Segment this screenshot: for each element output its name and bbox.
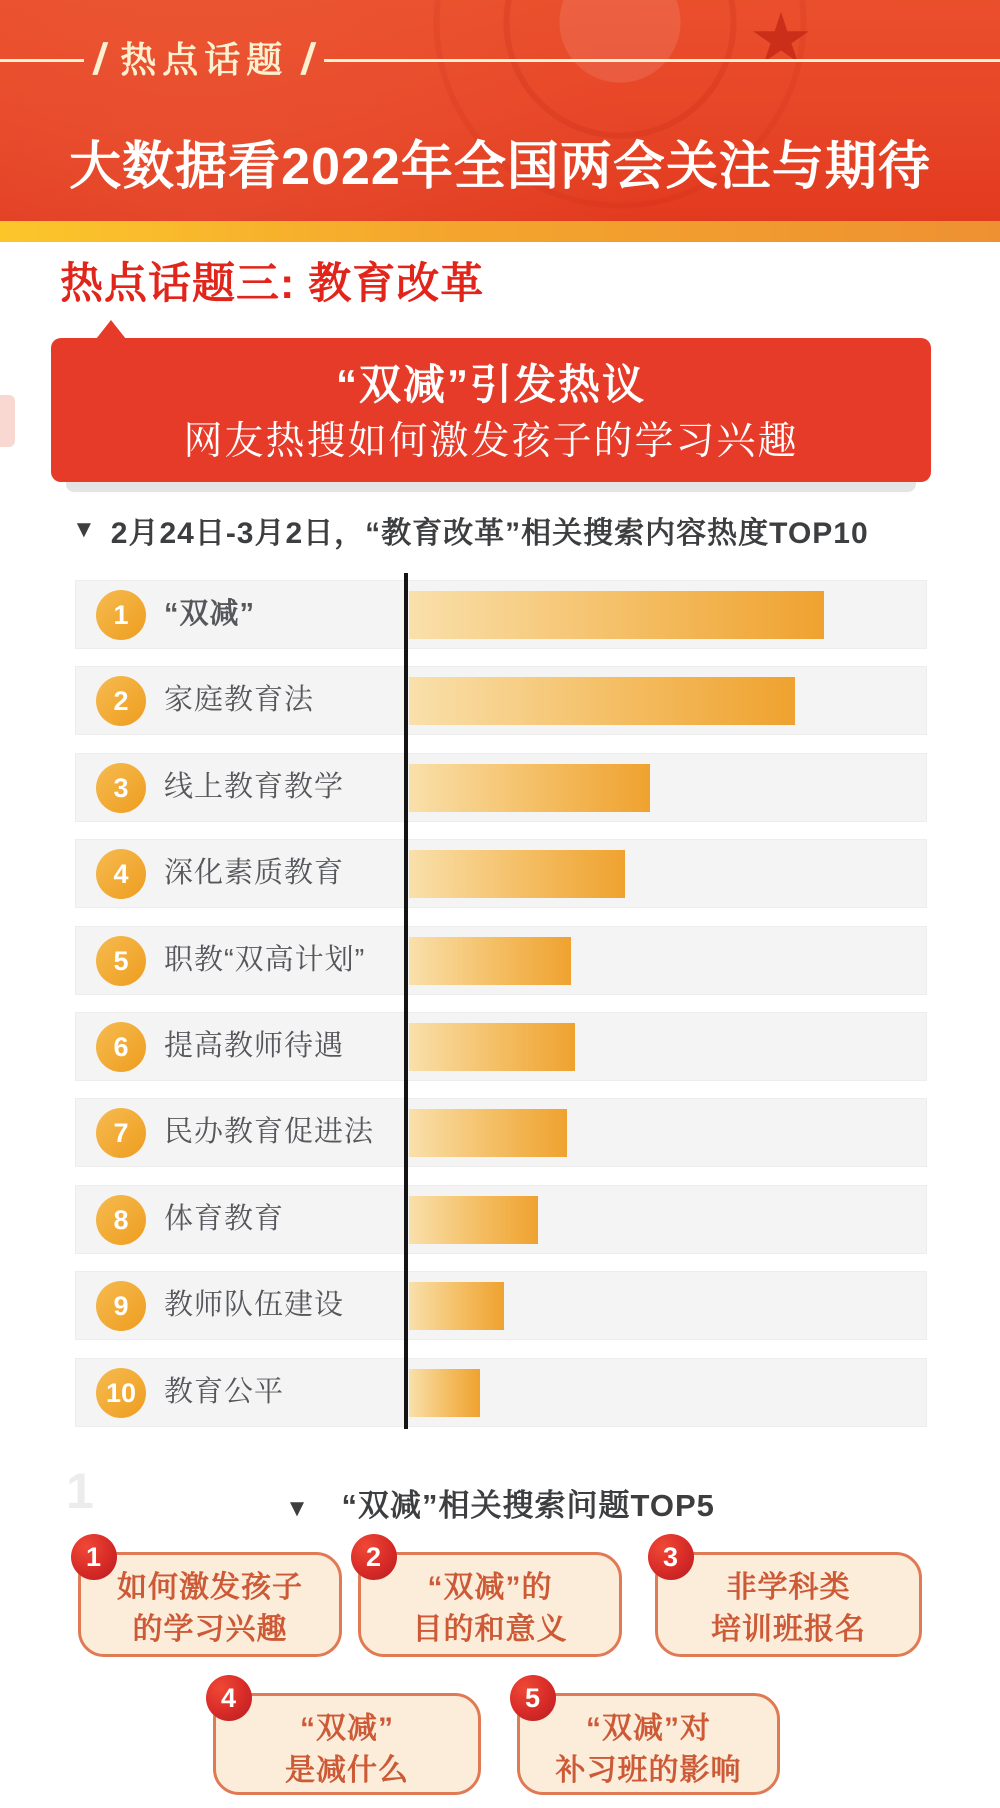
- chart-row-label: “双减”: [164, 598, 256, 630]
- question-line2: 的学习兴趣: [132, 1613, 288, 1646]
- question-line2: 培训班报名: [711, 1613, 866, 1646]
- slash-decor: /: [90, 35, 110, 84]
- callout-banner: [51, 338, 931, 482]
- chart-row-label: 教师队伍建设: [164, 1289, 345, 1321]
- top10-bar-chart: [75, 580, 927, 1428]
- rank-badge: 2: [96, 676, 146, 726]
- page-title: 大数据看2022年全国两会关注与期待: [69, 138, 931, 196]
- rank-badge: 5: [96, 936, 146, 986]
- rank-badge: 9: [96, 1281, 146, 1331]
- heat-bar: [409, 677, 795, 725]
- chart-row: [75, 753, 927, 822]
- heat-bar: [409, 1023, 575, 1071]
- chart-row-label: 家庭教育法: [164, 684, 315, 716]
- chart-row: [75, 1012, 927, 1081]
- rank-badge: 1: [71, 1534, 117, 1580]
- chart-row: [75, 1358, 927, 1427]
- divider-line: [324, 59, 1000, 62]
- question-line2: 补习班的影响: [555, 1754, 742, 1787]
- rank-badge: 4: [96, 849, 146, 899]
- question-line1: 如何激发孩子: [117, 1571, 303, 1604]
- heat-bar: [409, 1282, 504, 1330]
- top5-title: [0, 1480, 1000, 1525]
- rank-badge: 4: [206, 1675, 252, 1721]
- question-line2: 是减什么: [285, 1754, 409, 1787]
- question-line1: “双减”对: [586, 1712, 711, 1745]
- rank-badge: 10: [96, 1368, 146, 1418]
- chart-row-label: 深化素质教育: [164, 857, 345, 889]
- chart-row-label: 提高教师待遇: [164, 1030, 345, 1062]
- chart-row: [75, 839, 927, 908]
- rank-badge: 7: [96, 1108, 146, 1158]
- question-box: [655, 1541, 922, 1657]
- page-header: [0, 0, 1000, 221]
- gold-stripe-divider: [0, 221, 1000, 242]
- rank-badge: 2: [351, 1534, 397, 1580]
- heat-bar: [409, 850, 625, 898]
- triangle-marker-icon: ▼: [72, 516, 97, 543]
- rank-badge: 3: [648, 1534, 694, 1580]
- question-box: [78, 1541, 342, 1657]
- heat-bar: [409, 591, 824, 639]
- callout-headline: “双减”引发热议: [335, 361, 646, 408]
- chart-title: [72, 508, 869, 552]
- heat-bar: [409, 1369, 480, 1417]
- triangle-marker-icon: ▼: [285, 1495, 310, 1522]
- chart-row: [75, 1098, 927, 1167]
- heat-bar: [409, 1109, 567, 1157]
- question-box: [517, 1682, 780, 1795]
- faint-watermark: 1: [66, 1463, 94, 1519]
- question-box: [213, 1682, 481, 1795]
- question-line1: “双减”的: [427, 1571, 553, 1604]
- rank-badge: 6: [96, 1022, 146, 1072]
- edge-decor-fragment: [0, 395, 15, 447]
- heat-bar: [409, 764, 650, 812]
- rank-badge: 3: [96, 763, 146, 813]
- rank-badge: 1: [96, 590, 146, 640]
- rank-badge: 5: [510, 1675, 556, 1721]
- slash-decor: /: [298, 35, 318, 84]
- chart-row: [75, 1271, 927, 1340]
- chart-row: [75, 580, 927, 649]
- question-line1: 非学科类: [726, 1571, 851, 1604]
- topic-badge-label: 热点话题: [120, 39, 289, 80]
- question-box: [358, 1541, 622, 1657]
- chart-row-label: 线上教育教学: [164, 771, 345, 803]
- heat-bar: [409, 1196, 538, 1244]
- topic-badge-row: [0, 35, 1000, 84]
- callout-subline: 网友热搜如何激发孩子的学习兴趣: [183, 420, 799, 463]
- chart-row-label: 职教“双高计划”: [164, 944, 366, 976]
- chart-axis-line: [404, 573, 408, 1429]
- question-line1: “双减”: [300, 1712, 394, 1745]
- callout-shadow: [66, 482, 916, 492]
- chart-row-label: 教育公平: [164, 1376, 285, 1408]
- chart-row: [75, 666, 927, 735]
- chart-row: [75, 1185, 927, 1254]
- top5-title-text: “双减”相关搜索问题TOP5: [341, 1488, 715, 1523]
- divider-line: [0, 59, 84, 62]
- heat-bar: [409, 937, 571, 985]
- section-title: 热点话题三: 教育改革: [60, 260, 485, 308]
- chart-row: [75, 926, 927, 995]
- chart-row-label: 民办教育促进法: [164, 1116, 375, 1148]
- chart-title-text: 2月24日-3月2日，“教育改革”相关搜索内容热度TOP10: [110, 517, 869, 550]
- question-line2: 目的和意义: [412, 1613, 568, 1646]
- chart-row-label: 体育教育: [164, 1203, 285, 1235]
- rank-badge: 8: [96, 1195, 146, 1245]
- callout-pointer: [96, 320, 126, 339]
